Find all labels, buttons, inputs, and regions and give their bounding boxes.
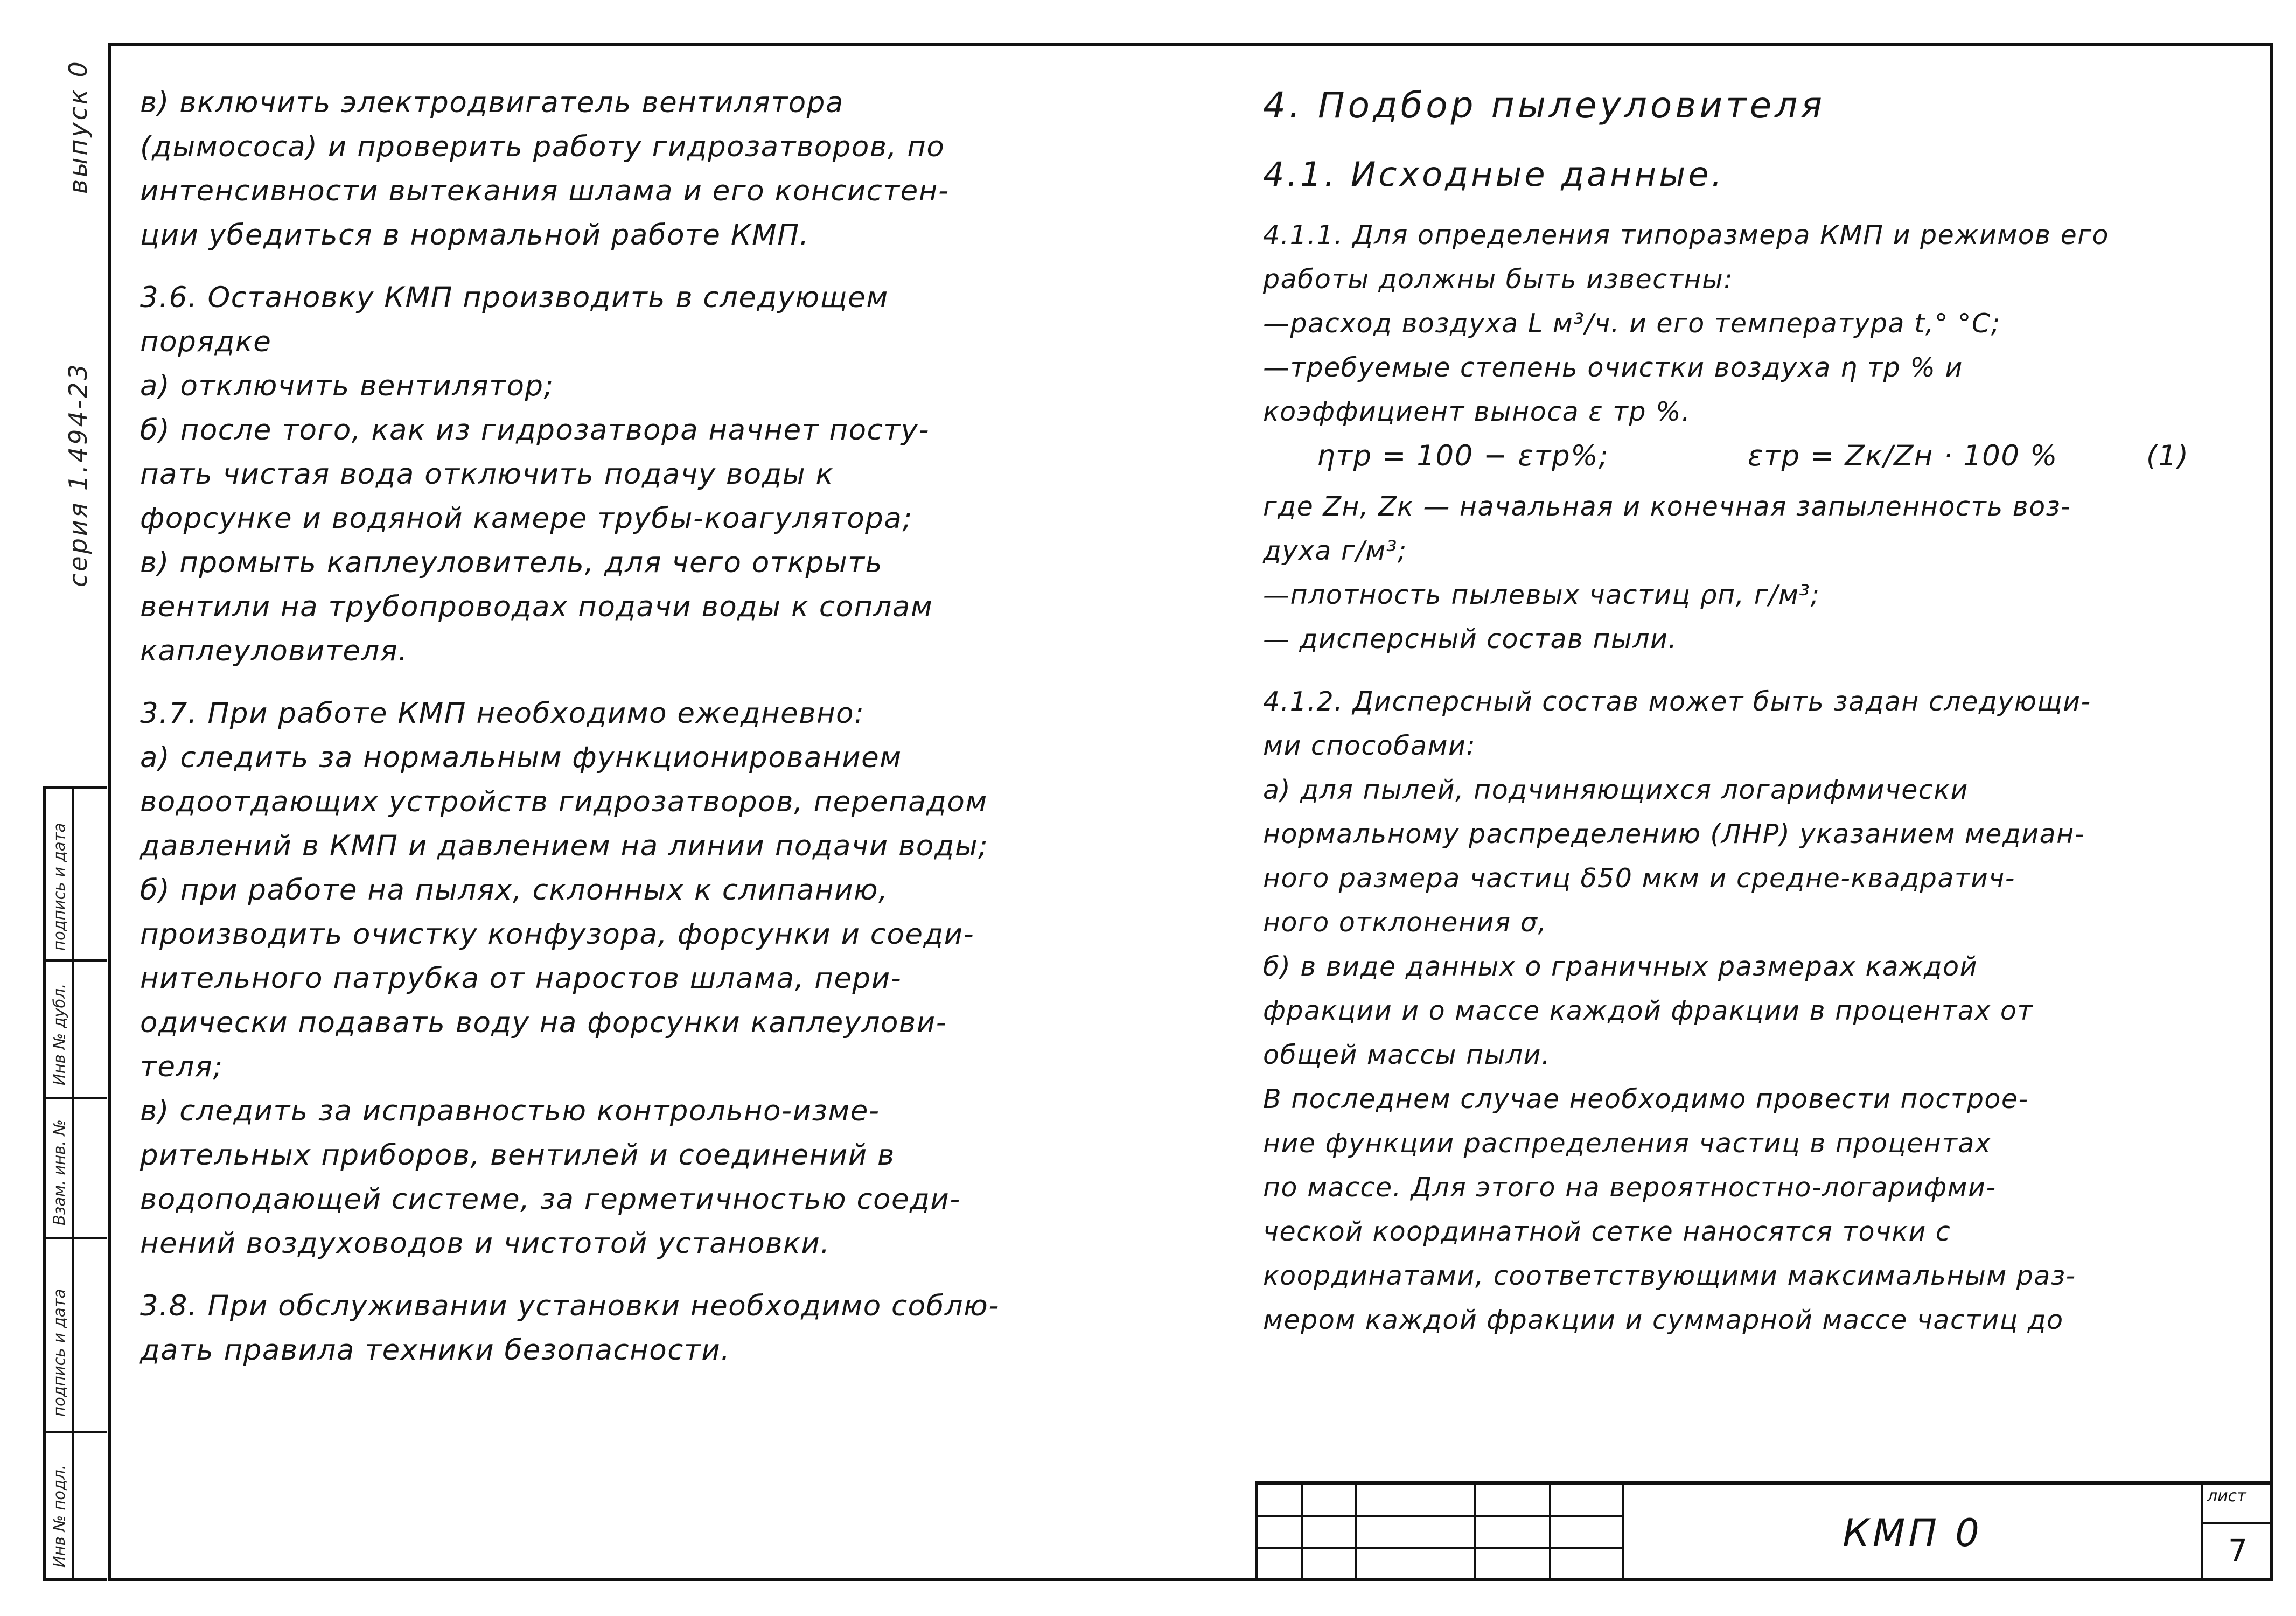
strip-cell — [46, 1433, 107, 1581]
formula-left: ηтр = 100 − εтр%; — [1317, 440, 1609, 472]
paragraph: а) следить за нормальным функционированием водоотдающих устройств гидрозатворов, перепадом давлений в КМП и давлением на линии подачи воды; б) при работе на пылях, склонных к слипанию, производить очистку конфузора, форсунки и соеди- нительного патрубка от наростов шлама, пери- одически подавать воду на форсунки каплеулови- теля; в) следить за исправностью контрольно-изме- рительных приборов, вентилей и соединений в водоподающей системе, за герметичностью соеди- нений воздуховодов и чистотой установки. — [140, 741, 989, 1260]
formula-number: (1) — [2146, 440, 2189, 472]
strip-label: Инв № дубл. — [50, 983, 68, 1085]
paragraph: 4.1.2. Дисперсный состав может быть задан следующи- ми способами: — [1263, 686, 2091, 761]
section-3-6: 3.6. Остановку КМП производить в следующем порядке — [140, 281, 889, 358]
paragraph: а) для пылей, подчиняющихся логарифмически нормальному распределению (ЛНР) указанием медиан- ного размера частиц δ50 мкм и средне-квадратич- ного отклонения σ, б) в виде данных о граничных размерах каждой фракции и о массе каждой фракции в процентах от общей массы пыли. В последнем случае необходимо провести построе- ние функции распределения частиц в процентах по массе. Для этого на вероятностно-логарифми- ческой координатной сетке наносятся точки с координатами, соответствующими максимальным раз- мером каждой фракции и суммарной массе частиц до — [1263, 775, 2085, 1335]
paragraph: 4.1.1. Для определения типоразмера КМП и режимов его работы должны быть известны: — [1263, 220, 2109, 295]
strip-cell — [46, 1099, 107, 1239]
right-column — [1263, 81, 2238, 1342]
strip-cell — [46, 1239, 107, 1433]
sheet-label: лист — [2207, 1487, 2246, 1506]
left-column — [140, 81, 1147, 1373]
subsection-heading: 4.1. Исходные данные. — [1263, 155, 1725, 194]
section-3-7: 3.7. При работе КМП необходимо ежедневно: — [140, 697, 865, 730]
paragraph: где Zн, Zк — начальная и конечная запыленность воз- духа г/м³; —плотность пылевых частиц ρп, г/м³; — дисперсный состав пыли. — [1263, 491, 2071, 654]
section-3-8: 3.8. При обслуживании установки необходимо соблю- дать правила техники безопасности. — [140, 1290, 1000, 1367]
formula-row — [1263, 434, 2238, 478]
strip-cell — [46, 962, 107, 1099]
strip-label: Взам. инв. № — [50, 1119, 68, 1225]
issue-label: выпуск 0 — [64, 59, 93, 194]
paragraph: а) отключить вентилятор; б) после того, как из гидрозатвора начнет посту- пать чистая вода отключить подачу воды к форсунке и водяной камере трубы-коагулятора; в) промыть каплеуловитель, для чего открыть вентили на трубопроводах подачи воды к соплам каплеуловителя. — [140, 370, 933, 667]
document-code: КМП 0 — [1843, 1510, 1983, 1555]
paragraph: в) включить электродвигатель вентилятора (дымососа) и проверить работу гидрозатворов, по интенсивности вытекания шлама и его консистен- ции убедиться в нормальной работе КМП. — [140, 86, 950, 252]
formula-right: εтр = Zк/Zн · 100 % — [1748, 440, 2058, 472]
title-block — [1255, 1481, 2273, 1581]
sheet-box — [2201, 1485, 2273, 1581]
title-block-grid — [1258, 1485, 1624, 1581]
paragraph: —расход воздуха L м³/ч. и его температура t,° °C; —требуемые степень очистки воздуха η тр % и коэффициент выноса ε тр %. — [1263, 308, 2001, 427]
series-label: серия 1.494-23 — [64, 362, 93, 587]
sheet-number: 7 — [2203, 1522, 2273, 1578]
strip-cell — [46, 789, 107, 962]
signature-strip — [43, 786, 107, 1581]
strip-label: подпись и дата — [50, 1288, 68, 1417]
strip-label: подпись и дата — [50, 823, 68, 951]
strip-label: Инв № подл. — [50, 1465, 68, 1568]
section-heading: 4. Подбор пылеуловителя — [1263, 85, 1825, 126]
